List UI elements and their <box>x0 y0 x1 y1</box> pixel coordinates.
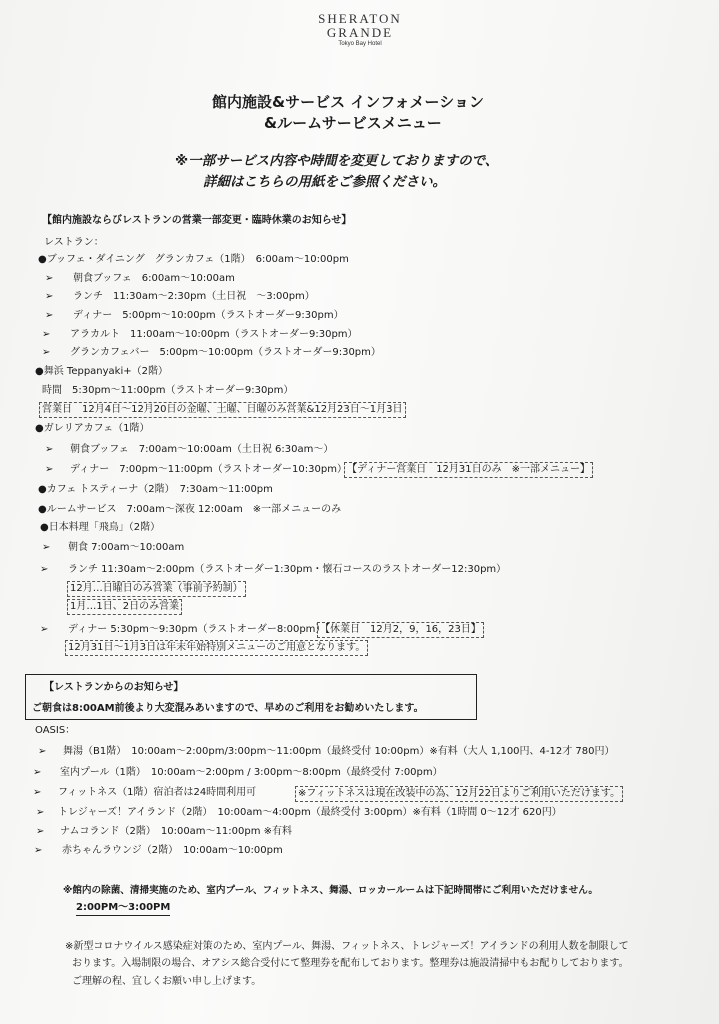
list-item: ディナー 5:00pm～10:00pm（ラストオーダー9:30pm） <box>73 310 344 321</box>
oasis-item: トレジャーズ！アイランド（2階） 10:00am～4:00pm（最終受付 3:00pm）※有料（1時間 0～12才 620円） <box>58 807 562 818</box>
bullet-arrow-icon: ➢ <box>40 624 49 635</box>
bullet-arrow-icon: ➢ <box>42 542 51 553</box>
room-service: ●ルームサービス 7:00am～深夜 12:00am ※一部メニューのみ <box>38 504 342 515</box>
maihama-hours: 時間 5:30pm～11:00pm（ラストオーダー9:30pm） <box>42 385 294 396</box>
page-title-line1: 館内施設&サービス インフォメーション <box>212 93 484 111</box>
japanese-new-year: 12月31日～1月3日は年末年始特別メニューのご用意となります。 <box>68 642 366 653</box>
restaurant-label: レストラン： <box>44 237 104 248</box>
list-item: グランカフェバー 5:00pm～10:00pm（ラストオーダー9:30pm） <box>70 347 381 358</box>
japanese-lunch-note1: 12月…日曜日のみ営業（事前予約制） <box>70 583 243 594</box>
notice-line1: ※一部サービス内容や時間を変更しておりますので、 <box>175 153 499 169</box>
bullet-arrow-icon: ➢ <box>45 310 54 321</box>
bullet-arrow-icon: ➢ <box>40 564 49 575</box>
bullet-arrow-icon: ➢ <box>33 767 42 778</box>
japanese-heading: ●日本料理「飛鳥」（2階） <box>40 522 161 533</box>
galleria-dinner-note: 【ディナー営業日 12月31日のみ ※一部メニュー】 <box>347 464 591 475</box>
logo-line1: SHERATON <box>318 11 402 26</box>
japanese-lunch: ランチ 11:30am～2:00pm（ラストオーダー1:30pm・懐石コースのラストオーダー12:30pm） <box>68 564 507 575</box>
page-title-line2: &ルームサービスメニュー <box>264 114 442 132</box>
fitness-note: ※フィットネスは現在改装中の為、12月22日よりご利用いただけます。 <box>298 788 621 799</box>
japanese-dinner-closed: 【休業日 12月2，9，16，23日】 <box>320 624 481 635</box>
bullet-arrow-icon: ➢ <box>36 826 45 837</box>
covid-notice-line1: ※新型コロナウイルス感染症対策のため、室内プール、舞湯、フィットネス、トレジャーズ！アイランドの利用人数を制限して <box>65 941 629 952</box>
japanese-dinner: ディナー 5:30pm～9:30pm（ラストオーダー8:00pm） <box>68 624 326 635</box>
list-item: アラカルト 11:00am～10:00pm（ラストオーダー9:30pm） <box>70 329 358 340</box>
restaurant-notice-body: ご朝食は8:00AM前後より大変混みあいますので、早めのご利用をお勧めいたします。 <box>32 703 424 714</box>
cafe-tostina: ●カフェ トスティーナ（2階） 7:30am～11:00pm <box>38 484 273 495</box>
bullet-arrow-icon: ➢ <box>45 444 54 455</box>
oasis-item: 舞湯（B1階） 10:00am～2:00pm/3:00pm～11:00pm（最終受付 10:00pm）※有料（大人 1,100円、4-12才 780円） <box>63 746 615 757</box>
oasis-item: フィットネス（1階）宿泊者は24時間利用可 <box>58 787 257 798</box>
sheraton-logo <box>300 12 420 49</box>
galleria-breakfast: 朝食ブッフェ 7:00am～10:00am（土日祝 6:30am～） <box>70 444 334 455</box>
bullet-arrow-icon: ➢ <box>34 845 43 856</box>
restaurant-notice-heading: 【レストランからのお知らせ】 <box>44 682 184 693</box>
bullet-arrow-icon: ➢ <box>33 787 42 798</box>
bullet-arrow-icon: ➢ <box>42 347 51 358</box>
japanese-lunch-note2: 1月…1日、2日のみ営業 <box>70 601 180 612</box>
bullet-arrow-icon: ➢ <box>45 464 54 475</box>
oasis-item: 室内プール（1階） 10:00am～2:00pm / 3:00pm～8:00pm（最終受付 7:00pm） <box>60 767 443 778</box>
covid-notice-line3: ご理解の程、宜しくお願い申し上げます。 <box>72 976 262 987</box>
maihama-days: 営業日 12月4日～12月20日の金曜、土曜、日曜のみ営業&12月23日～1月3日 <box>42 404 403 415</box>
notice-line2: 詳細はこちらの用紙をご参照ください。 <box>203 174 446 190</box>
cleaning-time: 2:00PM～3:00PM <box>76 901 170 916</box>
bullet-arrow-icon: ➢ <box>38 746 47 757</box>
japanese-breakfast: 朝食 7:00am～10:00am <box>68 542 185 553</box>
bullet-arrow-icon: ➢ <box>42 329 51 340</box>
cleaning-notice: ※館内の除菌、清掃実施のため、室内プール、フィットネス、舞湯、ロッカールームは下記時間帯にご利用いただけません。 <box>63 885 598 896</box>
oasis-item: 赤ちゃんラウンジ（2階） 10:00am～10:00pm <box>62 845 283 856</box>
bullet-arrow-icon: ➢ <box>45 291 54 302</box>
maihama-heading: ●舞浜 Teppanyaki+（2階） <box>35 366 168 377</box>
bullet-arrow-icon: ➢ <box>45 273 54 284</box>
bullet-arrow-icon: ➢ <box>36 807 45 818</box>
galleria-heading: ●ガレリアカフェ（1階） <box>35 423 150 434</box>
logo-line3: Tokyo Bay Hotel <box>338 41 382 47</box>
section-header: 【館内施設ならびレストランの営業一部変更・臨時休業のお知らせ】 <box>42 215 352 226</box>
list-item: 朝食ブッフェ 6:00am～10:00am <box>73 273 235 284</box>
oasis-item: ナムコランド（2階） 10:00am～11:00pm ※有料 <box>60 826 293 837</box>
covid-notice-line2: おります。入場制限の場合、オアシス総合受付にて整理券を配布しております。整理券は施設清掃中もお配りしております。 <box>72 958 629 969</box>
oasis-label: OASIS： <box>35 725 76 736</box>
buffet-heading: ●ブッフェ・ダイニング グランカフェ（1階） 6:00am～10:00pm <box>38 254 349 265</box>
logo-line2: GRANDE <box>326 25 394 40</box>
list-item: ランチ 11:30am～2:30pm（土日祝 ～3:00pm） <box>73 291 315 302</box>
galleria-dinner: ディナー 7:00pm～11:00pm（ラストオーダー10:30pm） <box>70 464 347 475</box>
